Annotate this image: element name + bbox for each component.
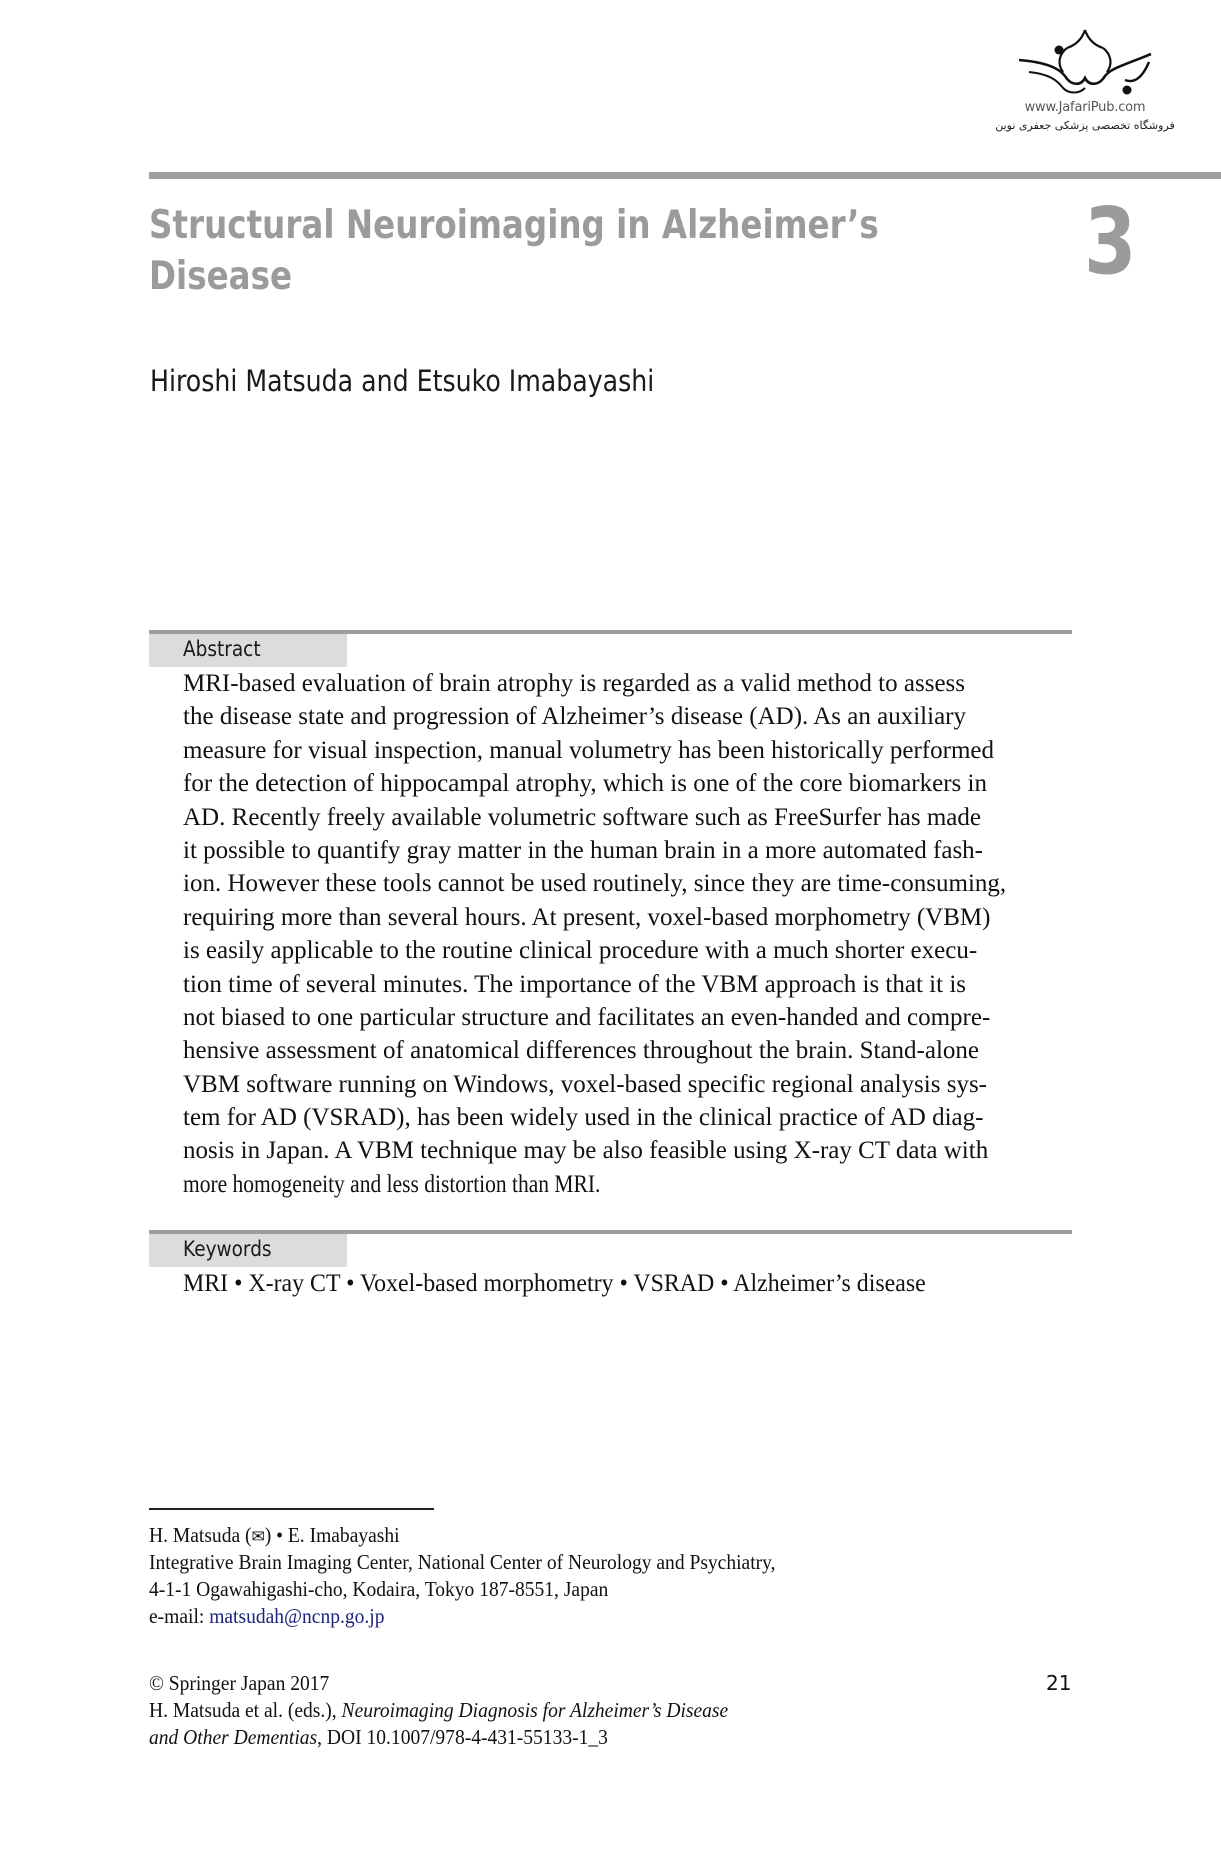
abstract-line: it possible to quantify gray matter in the human brain in a more automated fash- [183,836,983,864]
abstract-heading-box [149,634,347,667]
footnote-email-row [149,1603,776,1630]
footnote-author-2: ) • E. Imabayashi [264,1523,400,1547]
abstract-line: ion. However these tools cannot be used routinely, since they are time-consuming, [183,870,1007,898]
email-link[interactable]: matsudah@ncnp.go.jp [209,1604,385,1628]
logo-url-text: www.JafariPub.com [1024,100,1146,115]
email-label: e-mail: [149,1604,210,1628]
abstract-line: tion time of several minutes. The importance of the VBM approach is that it is [183,970,966,998]
abstract-line: tem for AD (VSRAD), has been widely used in the clinical practice of AD diag- [183,1104,984,1132]
doi-text: , DOI 10.1007/978-4-431-55133-1_3 [317,1725,608,1749]
jafaripub-logo-icon [1015,24,1155,102]
footnote-authors [149,1522,776,1549]
envelope-icon: ✉ [251,1527,265,1547]
footnote-address: 4-1-1 Ogawahigashi-cho, Kodaira, Tokyo 187-8551, Japan [149,1577,609,1601]
abstract-line: AD. Recently freely available volumetric software such as FreeSurfer has made [183,803,981,831]
abstract-line: is easily applicable to the routine clinical procedure with a much shorter execu- [183,937,978,965]
abstract-line: not biased to one particular structure and facilitates an even-handed and compre- [183,1003,991,1031]
abstract-line: MRI-based evaluation of brain atrophy is regarded as a valid method to assess [183,670,965,697]
chapter-title-line-2: Disease [149,254,293,299]
footnote-affiliation: Integrative Brain Imaging Center, National Center of Neurology and Psychiatry, [149,1550,776,1574]
abstract-line: the disease state and progression of Alzheimer’s disease (AD). As an auxiliary [183,703,966,731]
author-footnote [149,1522,823,1630]
abstract-line: nosis in Japan. A VBM technique may be also feasible using X-ray CT data with [183,1137,989,1165]
citation-line-2 [149,1724,728,1751]
chapter-title-line-1: Structural Neuroimaging in Alzheimer’s [149,203,879,248]
abstract-body [183,667,1071,1201]
citation-line-1 [149,1697,728,1724]
abstract-line: measure for visual inspection, manual volumetry has been historically performed [183,736,994,764]
chapter-authors: Hiroshi Matsuda and Etsuko Imabayashi [150,364,655,398]
publication-info [149,1670,772,1751]
abstract-line: for the detection of hippocampal atrophy, which is one of the core biomarkers in [183,770,987,798]
abstract-heading: Abstract [183,637,261,661]
keywords-heading: Keywords [183,1237,272,1261]
keywords-heading-box [149,1234,347,1267]
keywords-list: MRI • X-ray CT • Voxel-based morphometry • VSRAD • Alzheimer’s disease [183,1270,926,1297]
abstract-line: more homogeneity and less distortion than MRI. [183,1170,601,1198]
book-title-1: Neuroimaging Diagnosis for Alzheimer’s Disease [341,1698,729,1722]
abstract-line: VBM software running on Windows, voxel-based specific regional analysis sys- [183,1070,987,1098]
logo-persian-text: فروشگاه تخصصی پزشکی جعفری نوین [995,119,1175,132]
abstract-line: hensive assessment of anatomical differences throughout the brain. Stand-alone [183,1037,979,1065]
page-number: 21 [1046,1671,1072,1695]
publisher-logo [985,18,1185,143]
book-title-2: and Other Dementias [149,1725,318,1749]
chapter-number: 3 [1084,188,1137,295]
footnote-rule [149,1508,434,1510]
chapter-top-rule [149,172,1221,179]
chapter-title [149,200,1068,302]
copyright-line: © Springer Japan 2017 [149,1671,330,1695]
footnote-author-1: H. Matsuda ( [149,1523,252,1547]
citation-prefix: H. Matsuda et al. (eds.), [149,1698,342,1722]
abstract-line: requiring more than several hours. At present, voxel-based morphometry (VBM) [183,903,991,931]
